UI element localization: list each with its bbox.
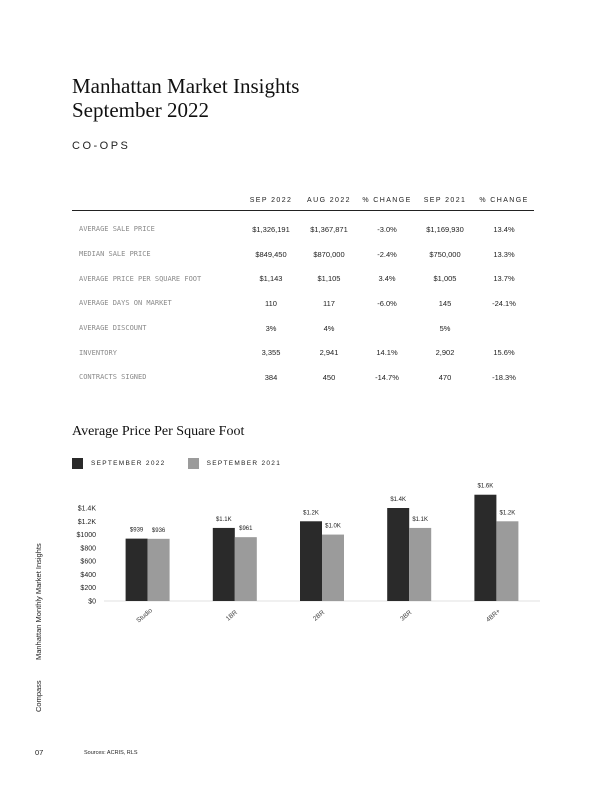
bar [474,495,496,601]
x-tick-label: Studio [135,607,154,625]
y-tick-label: $600 [80,558,96,566]
sources-note: Sources: ACRIS, RLS [84,750,138,756]
table-cell: 117 [323,298,335,308]
row-label: AVERAGE DAYS ON MARKET [79,299,172,308]
table-cell: -14.7% [375,372,399,382]
table-cell: 384 [264,372,278,382]
bar-data-label: $1.1K [215,516,232,523]
table-cell: $1,326,191 [252,224,290,234]
row-label: AVERAGE PRICE PER SQUARE FOOT [79,274,202,283]
y-tick-label: $1.4K [77,505,96,513]
bar [496,521,518,601]
table-cell: 14.1% [376,348,398,358]
table-cell: $1,143 [259,274,283,284]
y-tick-label: $800 [80,545,96,553]
bar-data-label: $1.2K [499,510,516,517]
x-tick-label: 3BR [399,609,414,623]
x-tick-label: 2BR [311,609,327,623]
table-cell: -18.3% [492,372,516,382]
column-header: SEP 2021 [416,190,474,211]
bar-data-label: $1.0K [325,523,341,530]
table-cell: 450 [322,372,336,382]
bar [387,508,409,601]
table-cell: -2.4% [377,249,397,259]
bar-data-label: $939 [129,527,144,534]
table-cell: 4% [323,323,335,333]
table-cell: -24.1% [492,298,516,308]
y-tick-label: $1000 [76,532,96,540]
publication-label: Manhattan Monthly Market Insights [34,543,43,660]
table-cell: 3.4% [378,274,396,284]
table-cell: 2,941 [319,348,339,358]
table-cell: $1,005 [433,274,457,284]
bar [213,528,235,601]
column-header: % CHANGE [474,190,534,211]
legend-label-sep-2021: SEPTEMBER 2021 [206,460,282,467]
table-cell: 470 [438,372,452,382]
table-cell: -6.0% [377,298,397,308]
table-cell: 3,355 [261,348,281,358]
table-cell: $849,450 [255,249,287,259]
title-line-1: Manhattan Market Insights [72,74,300,98]
bar [300,521,322,601]
table-cell: 2,902 [435,348,455,358]
row-label: AVERAGE DISCOUNT [79,324,147,333]
y-tick-label: $200 [80,585,96,593]
bar-data-label: $961 [239,526,253,533]
legend-label-sep-2022: SEPTEMBER 2022 [91,460,166,467]
bar [148,539,170,601]
bar-data-label: $936 [151,527,166,534]
y-tick-label: $0 [88,598,96,606]
x-tick-label: 4BR+ [484,607,502,624]
table-cell: 3% [265,323,277,333]
table-cell: 13.3% [493,249,515,259]
bar [322,535,344,601]
table-cell: $1,169,930 [426,224,464,234]
row-label: INVENTORY [79,348,117,357]
table-cell: 13.4% [493,224,515,234]
column-header: AUG 2022 [300,190,358,211]
row-label: CONTRACTS SIGNED [79,373,147,382]
table-cell: $1,367,871 [310,224,348,234]
bar [409,528,431,601]
y-tick-label: $1.2K [77,518,96,526]
bar-data-label: $1.2K [303,510,319,517]
row-label: AVERAGE SALE PRICE [79,225,155,234]
chart-title: Average Price Per Square Foot [72,424,245,439]
table-cell: 5% [439,323,451,333]
column-header: SEP 2022 [242,190,300,211]
table-cell: 13.7% [493,274,515,284]
page-number: 07 [35,748,44,757]
bar-data-label: $1.1K [412,516,429,523]
table-cell: $1,105 [317,274,341,284]
section-label: CO-OPS [72,140,131,152]
table-cell: 145 [438,298,452,308]
bar [126,539,148,601]
row-label: MEDIAN SALE PRICE [79,250,151,259]
bar [235,537,257,601]
table-cell: 15.6% [493,348,515,358]
brand-label: Compass [34,680,43,712]
table-cell: $750,000 [429,249,461,259]
bar-data-label: $1.4K [390,497,407,503]
table-cell: 110 [265,298,277,308]
y-tick-label: $400 [80,571,96,579]
title-line-2: September 2022 [72,98,210,122]
table-cell: -3.0% [377,224,397,234]
column-header: % CHANGE [358,190,416,211]
x-tick-label: 1BR [224,609,239,623]
bar-data-label: $1.6K [477,483,494,490]
table-cell: $870,000 [313,249,345,259]
